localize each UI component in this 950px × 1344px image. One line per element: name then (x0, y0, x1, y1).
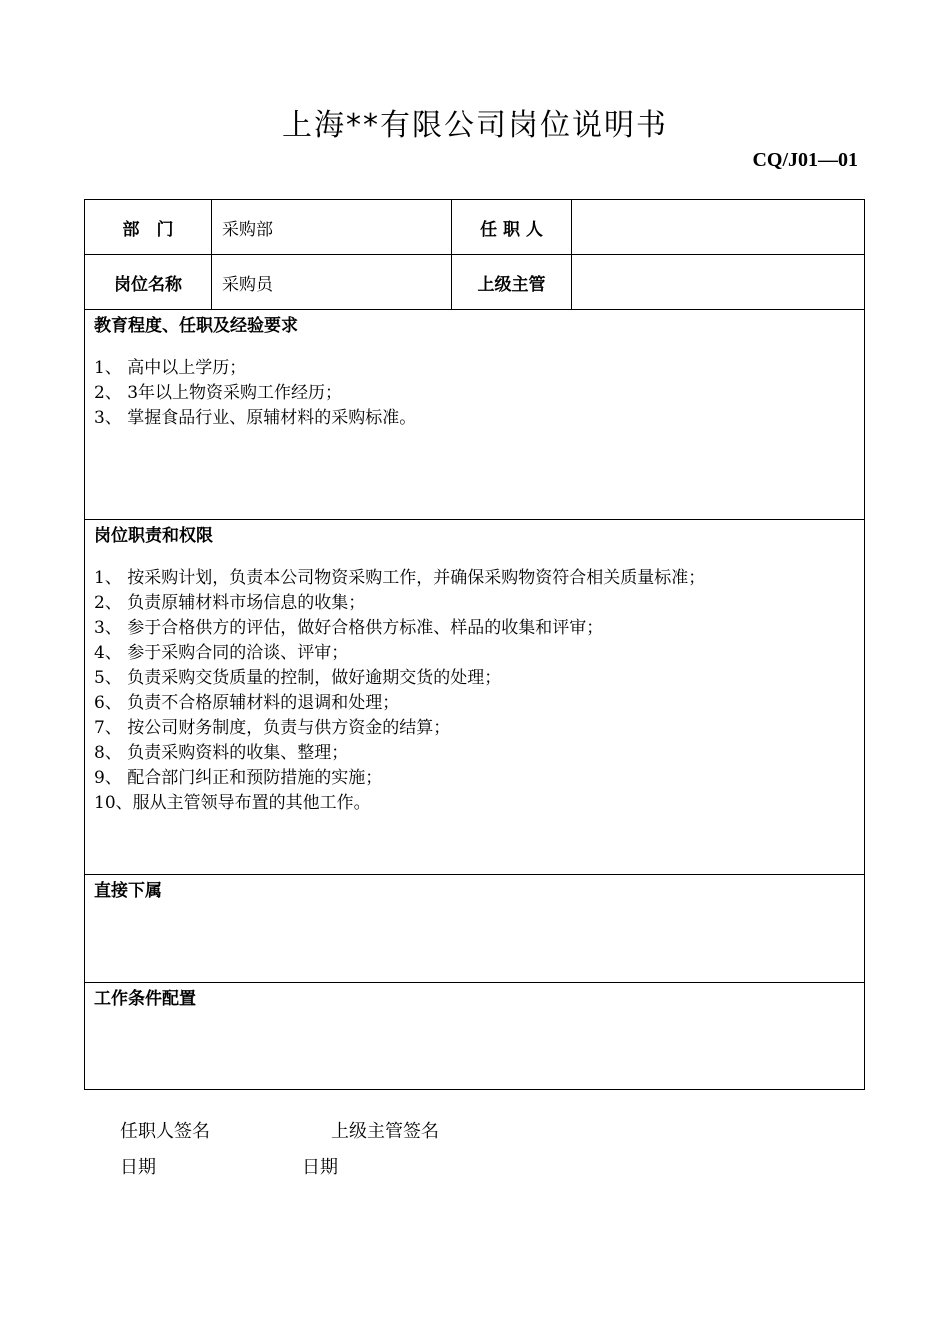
list-item: 1、 高中以上学历； (94, 358, 247, 378)
list-item: 5、 负责采购交货质量的控制，做好逾期交货的处理； (94, 668, 502, 688)
list-item: 7、 按公司财务制度，负责与供方资金的结算； (94, 718, 451, 738)
supervisor-label: 上级主管 (452, 255, 572, 309)
list-item: 6、 负责不合格原辅材料的退调和处理； (94, 693, 400, 713)
header-row-position (85, 255, 864, 310)
header-row-dept (85, 200, 864, 255)
duties-section (85, 520, 864, 875)
list-item: 9、 配合部门纠正和预防措施的实施； (94, 768, 383, 788)
list-item: 1、 按采购计划，负责本公司物资采购工作，并确保采购物资符合相关质量标准； (94, 568, 706, 588)
list-item: 2、 负责原辅材料市场信息的收集； (94, 593, 366, 613)
conditions-heading: 工作条件配置 (94, 989, 196, 1009)
holder-signature-label: 任职人签名 (120, 1121, 210, 1142)
duties-heading: 岗位职责和权限 (94, 526, 213, 546)
supervisor-signature-label: 上级主管签名 (331, 1121, 439, 1142)
holder-date-label: 日期 (120, 1157, 156, 1178)
holder-label: 任 职 人 (452, 200, 572, 254)
education-list (94, 356, 855, 431)
dept-label: 部 门 (85, 200, 212, 254)
list-item: 8、 负责采购资料的收集、整理； (94, 743, 349, 763)
education-section (85, 310, 864, 520)
education-heading: 教育程度、任职及经验要求 (94, 316, 298, 336)
position-value: 采购员 (212, 255, 452, 309)
position-label: 岗位名称 (85, 255, 212, 309)
supervisor-date-label: 日期 (302, 1157, 338, 1178)
list-item: 2、 3年以上物资采购工作经历； (94, 383, 343, 403)
list-item: 3、 掌握食品行业、原辅材料的采购标准。 (94, 408, 417, 428)
job-description-form (84, 199, 865, 1090)
supervisor-value (572, 255, 864, 309)
subordinates-section (85, 875, 864, 983)
conditions-section (85, 983, 864, 1089)
holder-value (572, 200, 864, 254)
list-item: 3、 参于合格供方的评估，做好合格供方标准、样品的收集和评审； (94, 618, 604, 638)
list-item: 4、 参于采购合同的洽谈、评审； (94, 643, 349, 663)
list-item: 10、服从主管领导布置的其他工作。 (94, 793, 371, 813)
dept-value: 采购部 (212, 200, 452, 254)
document-title: 上海**有限公司岗位说明书 (282, 108, 668, 143)
subordinates-heading: 直接下属 (94, 881, 162, 901)
duties-list (94, 566, 855, 816)
document-code: CQ/J01—01 (752, 149, 858, 171)
